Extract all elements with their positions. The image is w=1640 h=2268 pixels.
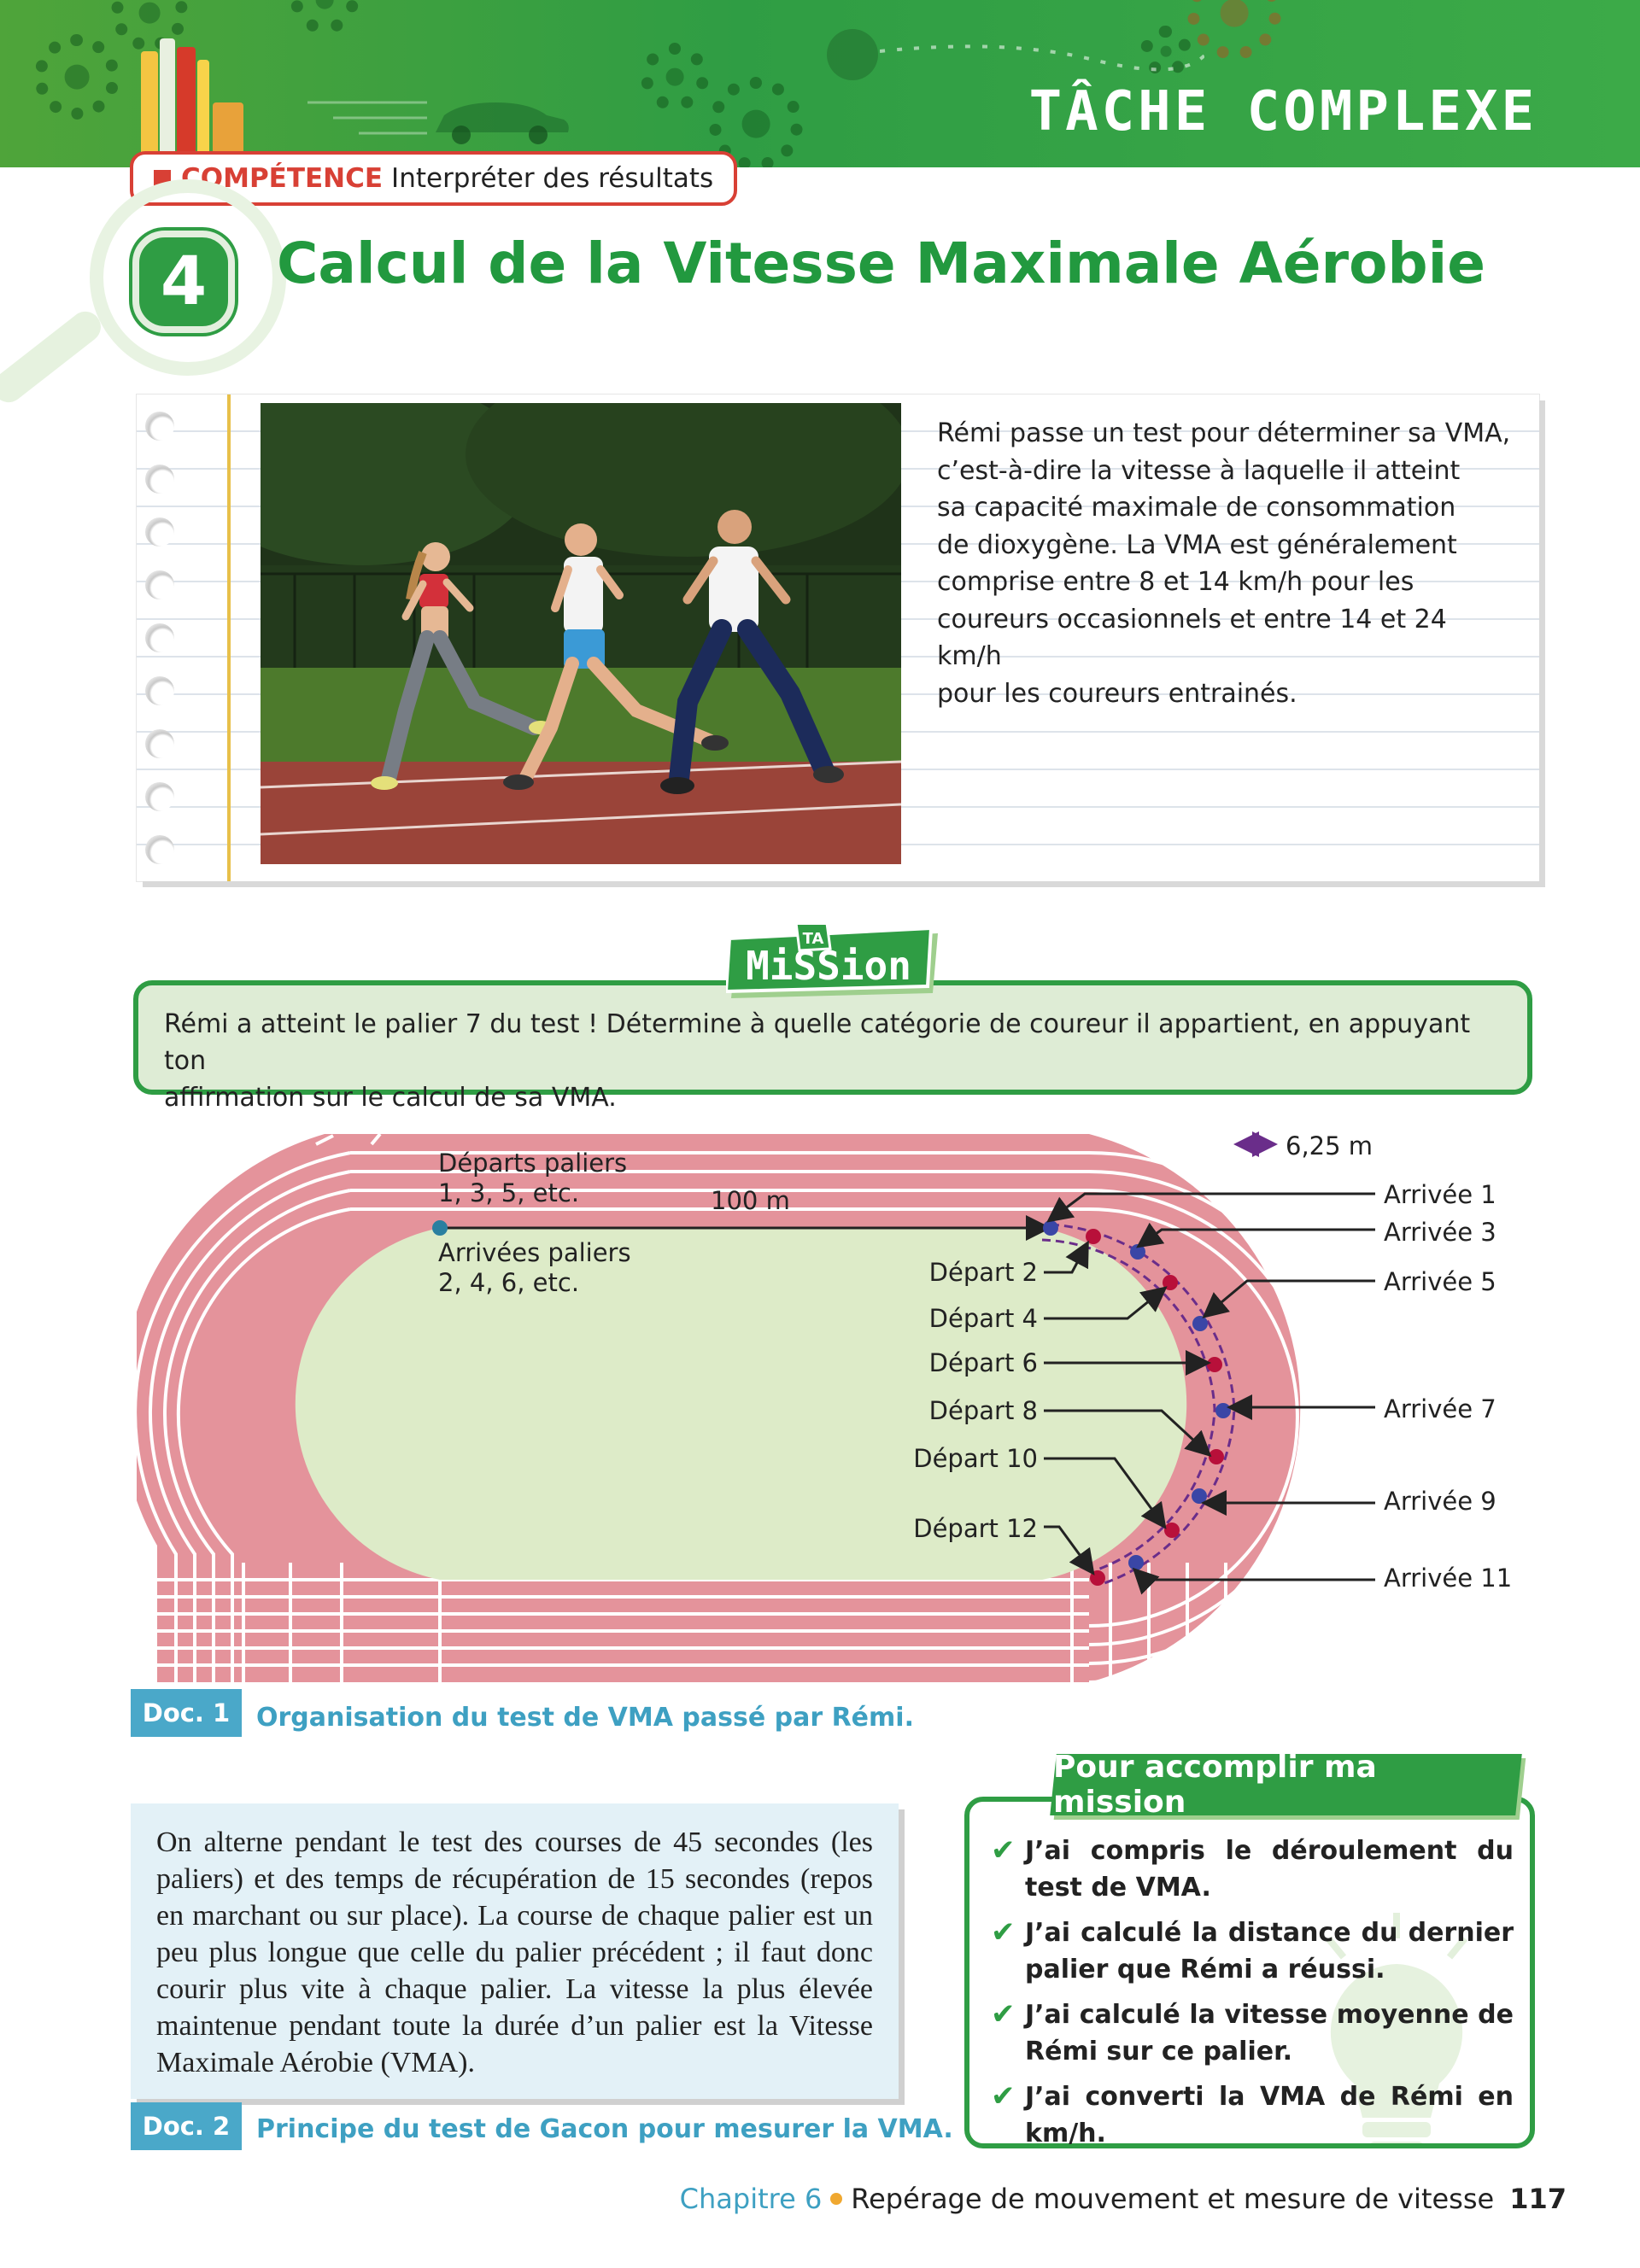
intro-line: pour les coureurs entrainés. xyxy=(937,678,1297,709)
gear-icon xyxy=(290,0,359,34)
footer-chapter: Chapitre 6 xyxy=(679,2183,823,2215)
arrival-label: Arrivée 5 xyxy=(1384,1267,1496,1296)
gear-icon xyxy=(641,43,709,111)
track-diagram xyxy=(137,1119,1555,1699)
mission-label-small: TA xyxy=(802,930,824,948)
header-banner xyxy=(0,0,1640,167)
doc2-box xyxy=(131,1803,899,2099)
depart-label: Départ 8 xyxy=(928,1396,1038,1425)
intro-line: c’est-à-dire la vitesse à laquelle il atteint xyxy=(937,455,1461,486)
footer-title: Repérage de mouvement et mesure de vitesse xyxy=(851,2183,1495,2215)
intro-line: Rémi passe un test pour déterminer sa VMA, xyxy=(937,418,1511,448)
checkmark-icon: ✔ xyxy=(991,1833,1016,1868)
gear-icon xyxy=(34,34,120,120)
page-title: Calcul de la Vitesse Maximale Aérobie xyxy=(277,231,1486,296)
intro-notebook xyxy=(137,395,1539,881)
page-footer xyxy=(680,2183,1567,2215)
mission-label xyxy=(726,925,940,1002)
notebook-ring-icon xyxy=(145,729,174,758)
speed-lines-decoration xyxy=(308,94,436,145)
doc2-tag: Doc. 2 xyxy=(131,2102,242,2150)
mission-label-big: MiSSion xyxy=(746,943,911,989)
arrival-label: Arrivée 9 xyxy=(1384,1487,1496,1516)
doc2-text: On alterne pendant le test des courses de 45 secondes (les paliers) et des temps de récupération de 15 secondes (repos en marchant ou sur place). La course de chaque palier est un peu plus longue que celle du palier précédent ; il faut donc courir plus vite à chaque palier. La vitesse la plus élevée maintenue pendant toute la durée d’un palier est la Vitesse Maximale Aérobie (VMA). xyxy=(156,1827,873,2078)
doc1-tag: Doc. 1 xyxy=(131,1689,242,1737)
intro-text xyxy=(937,415,1518,712)
distance-label: 100 m xyxy=(711,1186,790,1215)
depart-label: Départ 4 xyxy=(928,1304,1038,1333)
doc1-caption: Organisation du test de VMA passé par Rémi. xyxy=(256,1703,914,1733)
arrival-label: Arrivée 1 xyxy=(1384,1180,1496,1209)
intro-line: de dioxygène. La VMA est généralement xyxy=(937,529,1457,560)
checklist-item xyxy=(991,1914,1514,1988)
mission-text-line: Rémi a atteint le palier 7 du test ! Détermine à quelle catégorie de coureur il appartient, en appuyant ton xyxy=(164,1009,1471,1076)
notebook-margin-line xyxy=(227,395,231,881)
checkmark-icon: ✔ xyxy=(991,2079,1016,2113)
doc2-caption: Principe du test de Gacon pour mesurer la VMA. xyxy=(256,2114,953,2144)
page-number: 117 xyxy=(1509,2183,1567,2215)
depart-label: Départ 6 xyxy=(928,1348,1038,1377)
notebook-ring-icon xyxy=(145,782,174,811)
checklist-item xyxy=(991,1996,1514,2070)
checkmark-icon: ✔ xyxy=(991,1997,1016,2031)
arrival-label: Arrivée 11 xyxy=(1384,1564,1513,1593)
checklist-title-text: Pour accomplir ma mission xyxy=(1053,1750,1377,1820)
scale-label: 6,25 m xyxy=(1286,1131,1374,1160)
depart-label: Départ 2 xyxy=(928,1258,1038,1287)
banner-title: TÂCHE COMPLEXE xyxy=(1028,80,1538,143)
bullet-dot-icon xyxy=(830,2193,842,2205)
arrivees-title: Arrivées paliers xyxy=(438,1238,631,1267)
intro-line: comprise entre 8 et 14 km/h pour les xyxy=(937,567,1414,597)
checklist-item-text: J’ai calculé la vitesse moyenne de Rémi sur ce palier. xyxy=(1025,2000,1514,2066)
notebook-ring-icon xyxy=(145,517,174,547)
car-icon xyxy=(427,94,572,145)
departs-title: Départs paliers xyxy=(438,1149,628,1178)
departs-numbers: 1, 3, 5, etc. xyxy=(438,1178,580,1207)
intro-line: coureurs occasionnels et entre 14 et 24 km/h xyxy=(937,604,1447,671)
notebook-ring-icon xyxy=(145,623,174,652)
checkmark-icon: ✔ xyxy=(991,1915,1016,1949)
mission-text-line: affirmation sur le calcul de sa VMA. xyxy=(164,1083,617,1113)
checklist-item xyxy=(991,2078,1514,2152)
checklist xyxy=(991,1833,1514,2160)
competence-keyword: COMPÉTENCE xyxy=(181,163,384,194)
runners-photo xyxy=(261,403,901,864)
magnifier-handle-decoration xyxy=(0,306,107,409)
checklist-item xyxy=(991,1833,1514,1906)
dashed-path-decoration xyxy=(880,34,1204,85)
checklist-item-text: J’ai compris le déroulement du test de VMA. xyxy=(1025,1836,1514,1903)
checklist-title xyxy=(1050,1750,1522,1820)
dot-decoration xyxy=(827,29,878,80)
competence-text: Interpréter des résultats xyxy=(391,163,714,194)
start-dot xyxy=(432,1220,448,1236)
activity-number: 4 xyxy=(132,231,235,333)
notebook-ring-icon xyxy=(145,412,174,441)
books-icon xyxy=(141,34,252,154)
depart-label: Départ 10 xyxy=(913,1444,1038,1473)
notebook-ring-icon xyxy=(145,676,174,705)
intro-line: sa capacité maximale de consommation xyxy=(937,493,1456,523)
notebook-ring-icon xyxy=(145,570,174,599)
depart-label: Départ 12 xyxy=(913,1514,1038,1543)
checklist-item-text: J’ai converti la VMA de Rémi en km/h. xyxy=(1025,2082,1514,2148)
notebook-ring-icon xyxy=(145,835,174,864)
arrival-label: Arrivée 3 xyxy=(1384,1218,1496,1247)
notebook-ring-icon xyxy=(145,465,174,494)
arrival-label: Arrivée 7 xyxy=(1384,1394,1496,1423)
arrivees-numbers: 2, 4, 6, etc. xyxy=(438,1268,580,1297)
checklist-item-text: J’ai calculé la distance du dernier palier que Rémi a réussi. xyxy=(1025,1918,1514,1984)
